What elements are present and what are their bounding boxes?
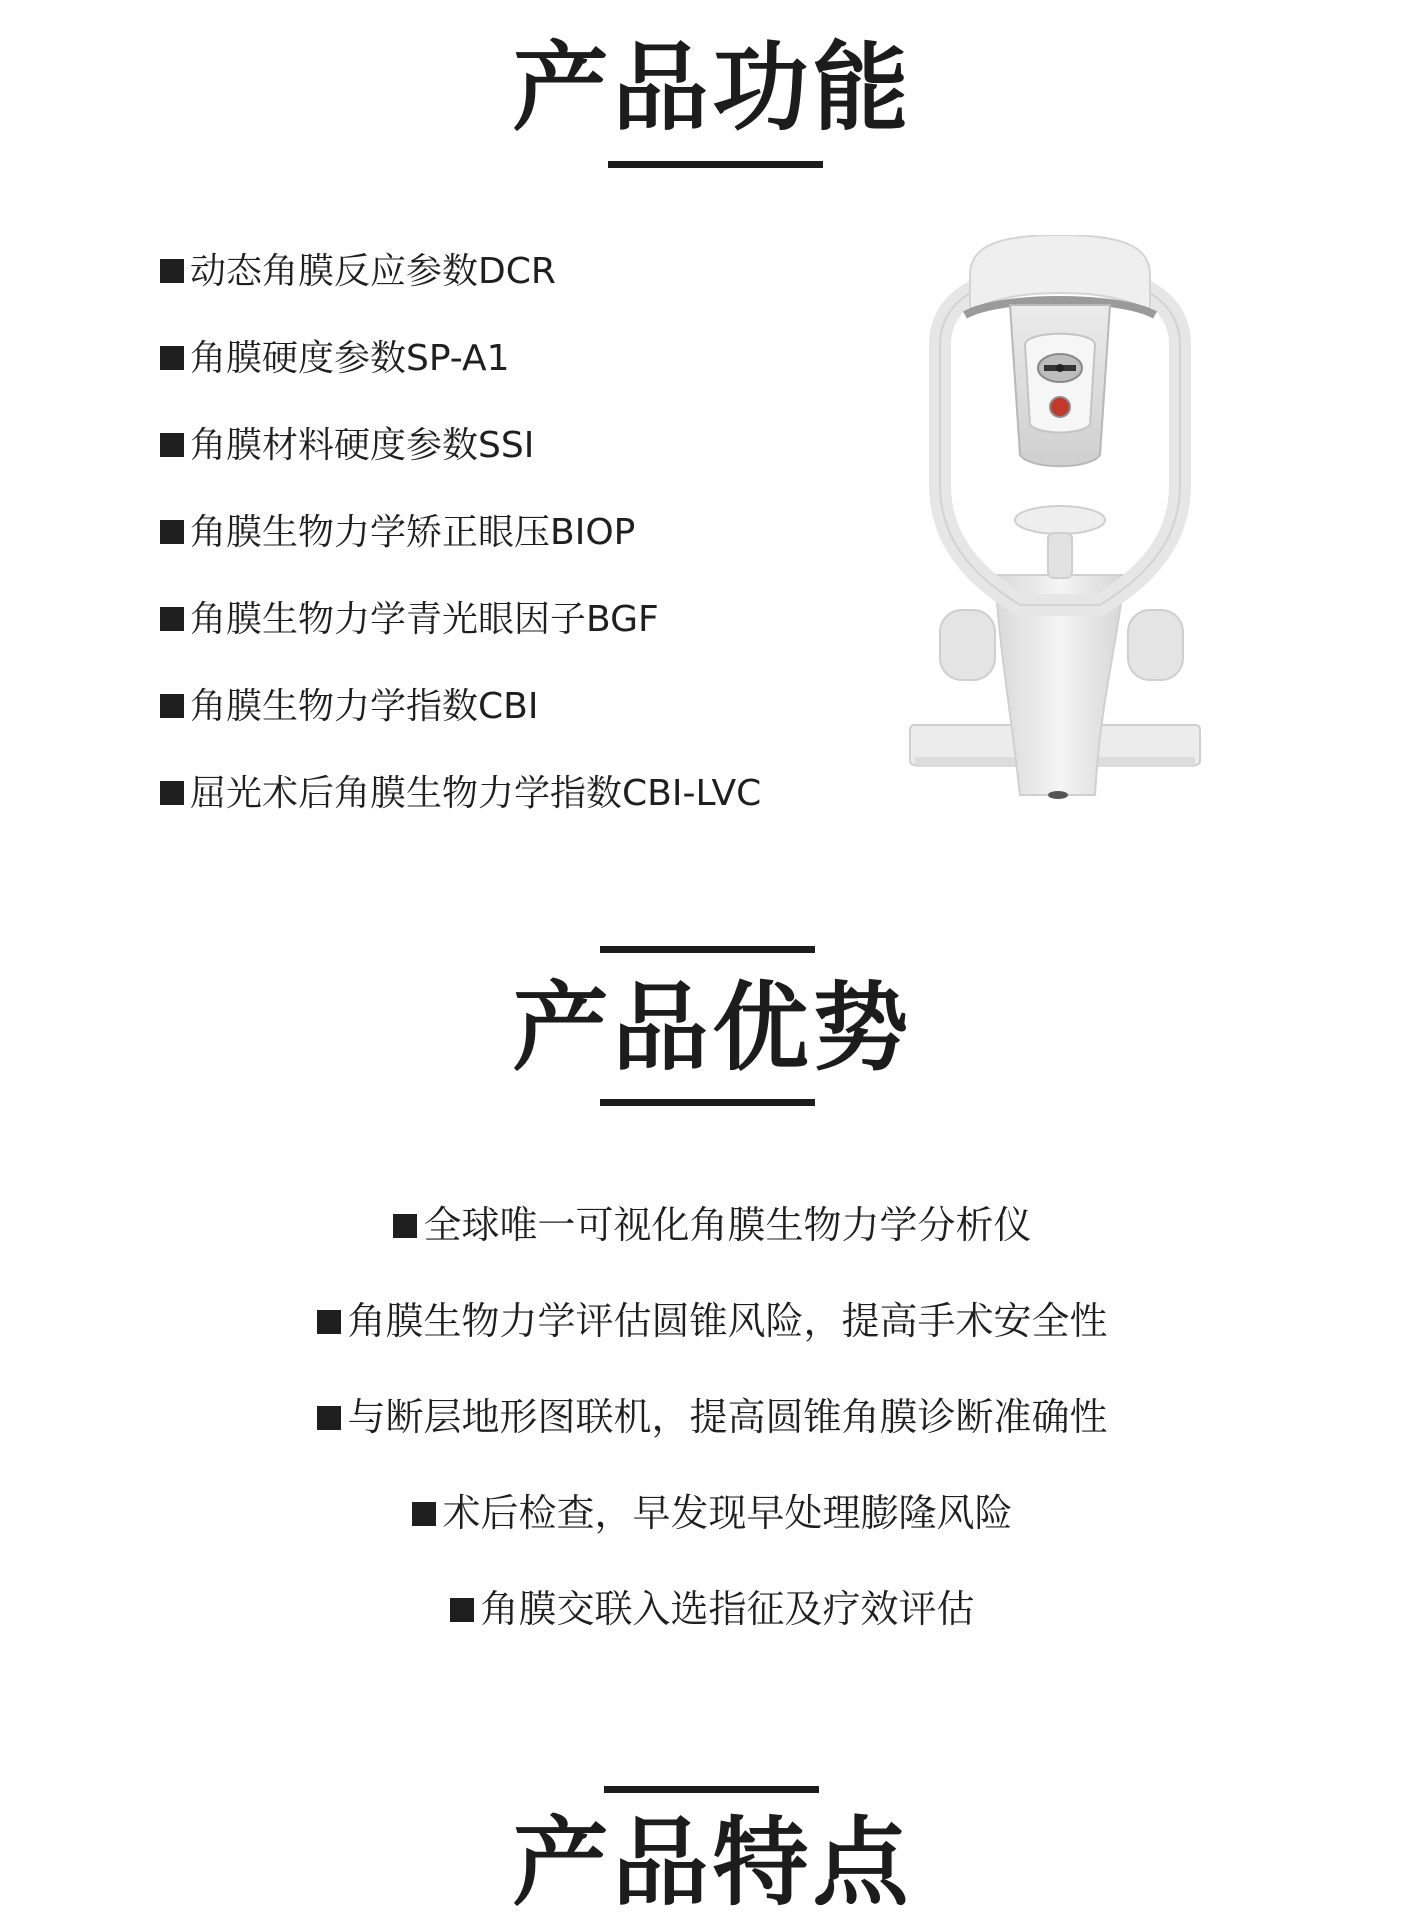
list-item-text: 角膜生物力学青光眼因子BGF: [190, 599, 659, 640]
list-item-text: 屈光术后角膜生物力学指数CBI-LVC: [190, 773, 762, 814]
list-item-text: 角膜材料硬度参数SSI: [190, 425, 535, 466]
features-title-overline: [604, 1786, 819, 1793]
bullet-square-icon: [160, 694, 184, 718]
list-item: [0, 1387, 1425, 1483]
list-item: [160, 764, 761, 851]
list-item: [0, 1483, 1425, 1579]
list-item-text: 动态角膜反应参数DCR: [190, 251, 556, 292]
functions-list: [160, 242, 761, 851]
advantages-title-underline: [600, 1099, 815, 1106]
bullet-square-icon: [160, 607, 184, 631]
list-item-text: 角膜生物力学评估圆锥风险，提高手术安全性: [347, 1299, 1108, 1343]
list-item: [160, 329, 761, 416]
advantages-list: [0, 1195, 1425, 1675]
list-item-text: 角膜生物力学指数CBI: [190, 686, 539, 727]
functions-title: 产品功能: [512, 32, 913, 144]
bullet-square-icon: [160, 346, 184, 370]
bullet-square-icon: [160, 520, 184, 544]
bullet-square-icon: [317, 1310, 341, 1334]
list-item: [160, 677, 761, 764]
bullet-square-icon: [393, 1214, 417, 1238]
list-item: [160, 416, 761, 503]
list-item: [0, 1195, 1425, 1291]
list-item: [0, 1579, 1425, 1675]
bullet-square-icon: [160, 781, 184, 805]
bullet-square-icon: [450, 1598, 474, 1622]
bullet-square-icon: [317, 1406, 341, 1430]
list-item: [160, 590, 761, 677]
list-item: [160, 242, 761, 329]
device-image: [900, 235, 1230, 805]
bullet-square-icon: [160, 433, 184, 457]
advantages-title: 产品优势: [512, 972, 913, 1084]
list-item-text: 全球唯一可视化角膜生物力学分析仪: [423, 1203, 1032, 1247]
functions-title-underline: [608, 161, 823, 168]
list-item: [0, 1291, 1425, 1387]
list-item-text: 术后检查，早发现早处理膨隆风险: [442, 1491, 1013, 1535]
features-title: 产品特点: [512, 1807, 913, 1919]
bullet-square-icon: [160, 259, 184, 283]
list-item-text: 角膜生物力学矫正眼压BIOP: [190, 512, 636, 553]
list-item-text: 角膜硬度参数SP-A1: [190, 338, 510, 379]
list-item: [160, 503, 761, 590]
list-item-text: 角膜交联入选指征及疗效评估: [480, 1587, 975, 1631]
advantages-title-overline: [600, 946, 815, 953]
bullet-square-icon: [412, 1502, 436, 1526]
list-item-text: 与断层地形图联机，提高圆锥角膜诊断准确性: [347, 1395, 1108, 1439]
